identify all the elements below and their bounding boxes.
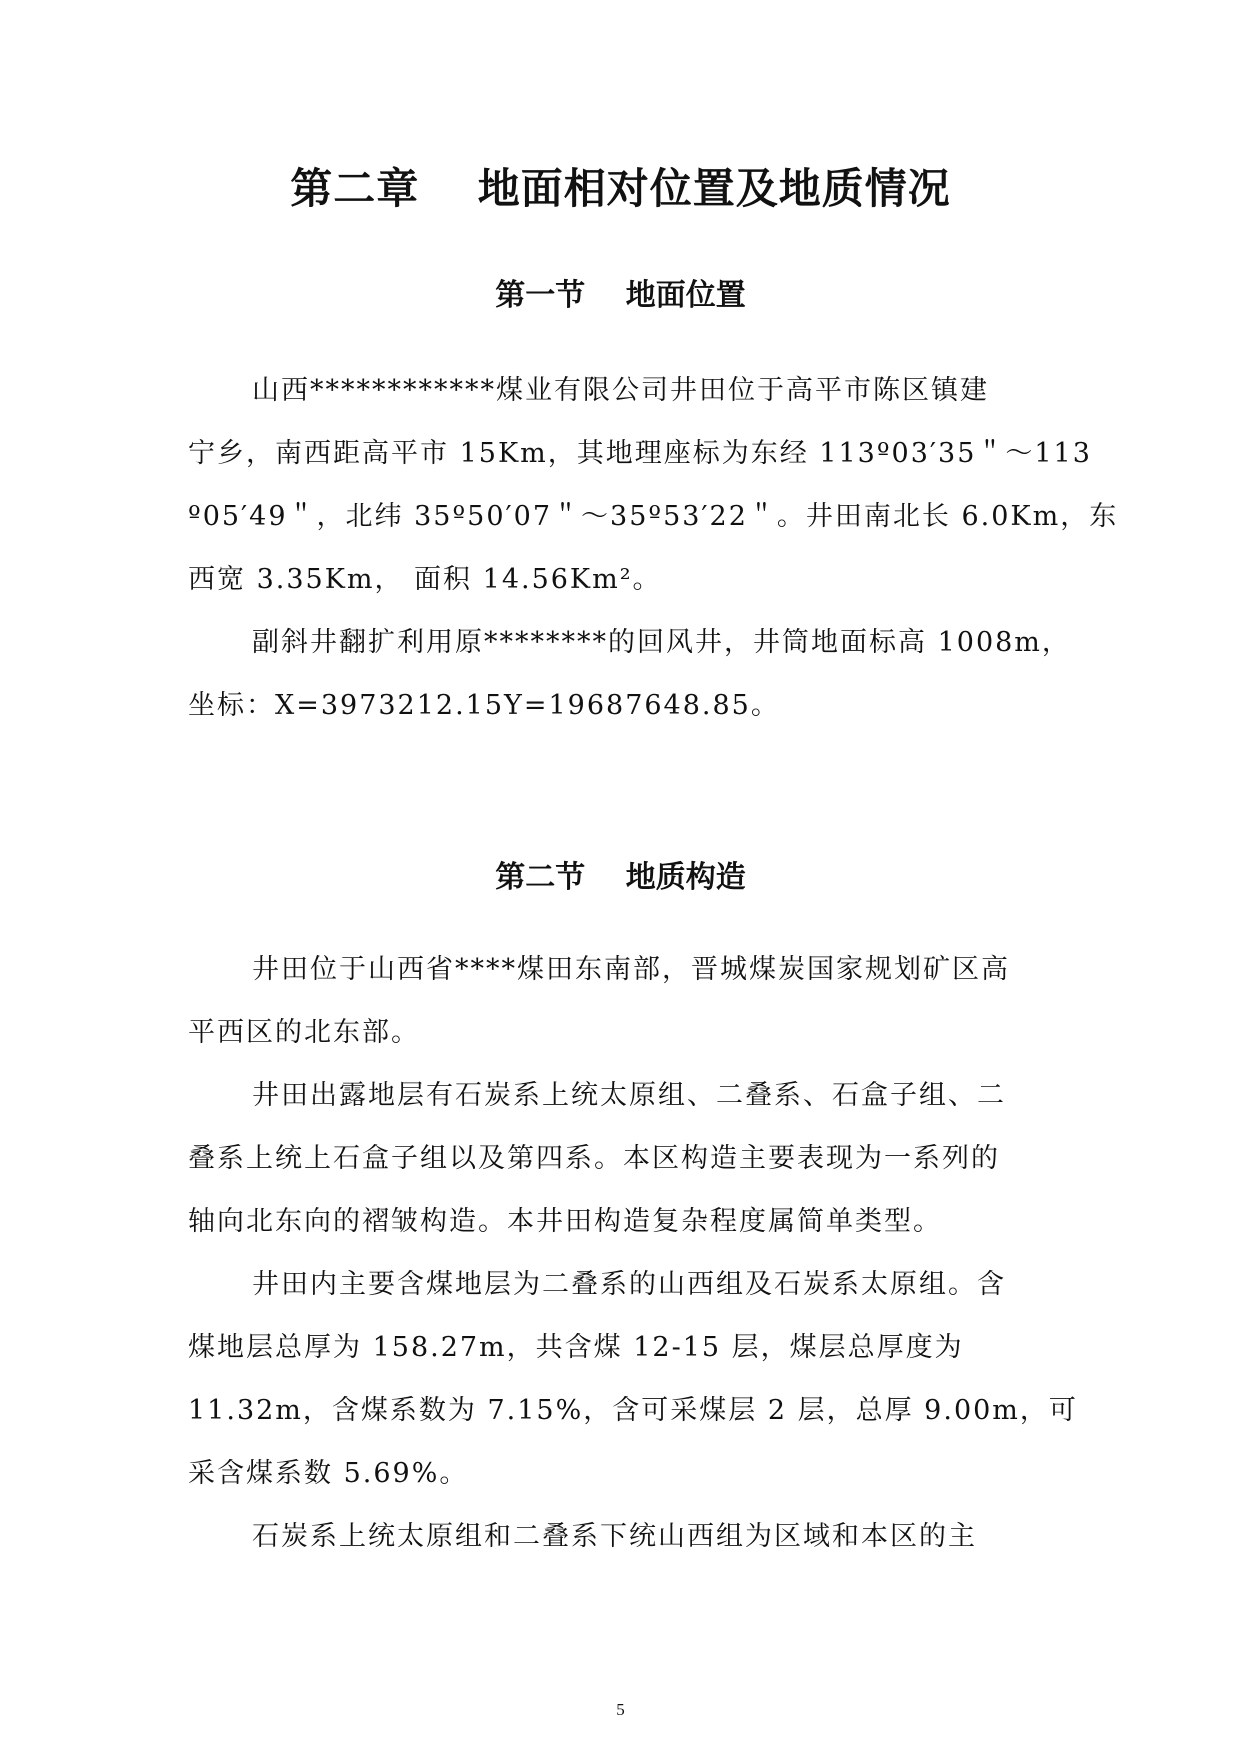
- paragraph-line: 采含煤系数 5.69%。: [188, 1458, 469, 1489]
- paragraph-line: 井田出露地层有石炭系上统太原组、二叠系、石盒子组、二: [252, 1080, 1006, 1111]
- page-number: 5: [616, 1700, 625, 1719]
- paragraph-line: 石炭系上统太原组和二叠系下统山西组为区域和本区的主: [252, 1521, 977, 1552]
- paragraph-line: 山西************煤业有限公司井田位于高平市陈区镇建: [252, 375, 989, 406]
- paragraph-line: 平西区的北东部。: [188, 1017, 420, 1048]
- paragraph-shaft: [188, 611, 1071, 737]
- paragraph-line: º05′49＂，北纬 35º50′07＂～35º53′22＂。井田南北长 6.0Km，东: [188, 501, 1119, 532]
- section-title-geology: 第二节 地质构造: [495, 860, 746, 895]
- paragraph-coal-seams: [188, 1253, 1078, 1505]
- paragraph-location: [188, 359, 1119, 611]
- paragraph-line: 叠系上统上石盒子组以及第四系。本区构造主要表现为一系列的: [188, 1143, 1000, 1174]
- paragraph-line: 坐标：X=3973212.15Y=19687648.85。: [188, 690, 780, 721]
- paragraph-strata: [188, 1064, 1050, 1253]
- paragraph-line: 11.32m，含煤系数为 7.15%，含可采煤层 2 层，总厚 9.00m，可: [188, 1395, 1078, 1426]
- paragraph-line: 煤地层总厚为 158.27m，共含煤 12-15 层，煤层总厚度为: [188, 1332, 964, 1363]
- paragraph-line: 井田内主要含煤地层为二叠系的山西组及石炭系太原组。含: [252, 1269, 1006, 1300]
- paragraph-line: 轴向北东向的褶皱构造。本井田构造复杂程度属简单类型。: [188, 1206, 942, 1237]
- paragraph-field-location: [188, 938, 1050, 1064]
- paragraph-formations: [188, 1505, 1050, 1568]
- paragraph-line: 宁乡，南西距高平市 15Km，其地理座标为东经 113º03′35＂～113: [188, 438, 1092, 469]
- paragraph-line: 副斜井翻扩利用原********的回风井，井筒地面标高 1008m，: [252, 627, 1071, 658]
- section-title-location: 第一节 地面位置: [495, 278, 746, 313]
- paragraph-line: 西宽 3.35Km， 面积 14.56Km²。: [188, 564, 662, 595]
- chapter-title: 第二章 地面相对位置及地质情况: [290, 164, 951, 213]
- paragraph-line: 井田位于山西省****煤田东南部，晋城煤炭国家规划矿区高: [252, 954, 1010, 985]
